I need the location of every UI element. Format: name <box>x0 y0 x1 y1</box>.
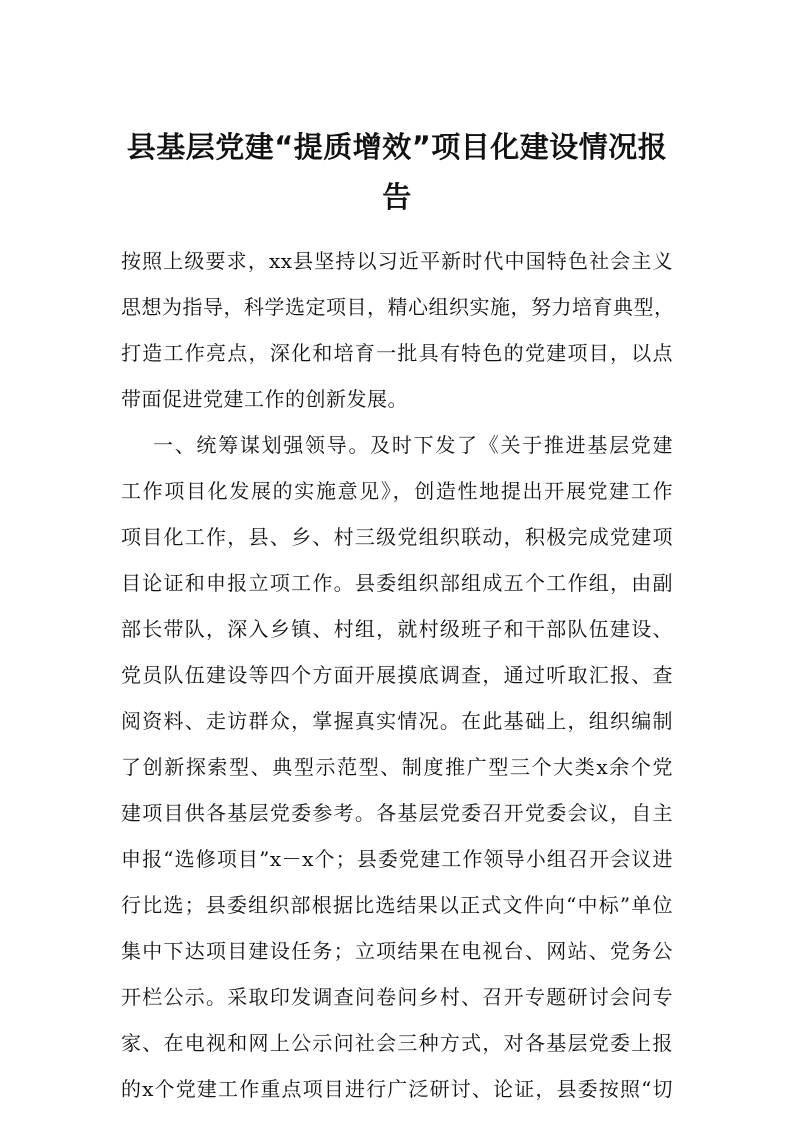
paragraph-line: 项目化工作，县、乡、村三级党组织联动，积极完成党建项 <box>121 525 673 549</box>
paragraph-line: 思想为指导，科学选定项目，精心组织实施，努力培育典型， <box>121 295 675 319</box>
paragraph-line: 开栏公示。采取印发调查问卷问乡村、召开专题研讨会问专 <box>121 985 673 1009</box>
paragraph-line: 家、在电视和网上公示问社会三种方式，对各基层党委上报 <box>121 1031 673 1055</box>
paragraph-line: 工作项目化发展的实施意见》，创造性地提出开展党建工作 <box>121 479 673 503</box>
document-title-line-2: 告 <box>382 180 412 214</box>
paragraph-line: 申报“选修项目”x－x个；县委党建工作领导小组召开会议进 <box>121 847 673 871</box>
paragraph-line: 带面促进党建工作的创新发展。 <box>121 387 408 411</box>
paragraph-line: 党员队伍建设等四个方面开展摸底调查，通过听取汇报、查 <box>121 663 673 687</box>
paragraph-line: 按照上级要求，xx县坚持以习近平新时代中国特色社会主义 <box>121 249 673 273</box>
paragraph-line: 的x个党建工作重点项目进行广泛研讨、论证，县委按照“切 <box>121 1077 673 1101</box>
paragraph-line: 行比选；县委组织部根据比选结果以正式文件向“中标”单位 <box>121 893 673 917</box>
paragraph-line: 建项目供各基层党委参考。各基层党委召开党委会议，自主 <box>121 801 673 825</box>
paragraph-line: 打造工作亮点，深化和培育一批具有特色的党建项目，以点 <box>121 341 673 365</box>
paragraph-line: 部长带队，深入乡镇、村组，就村级班子和干部队伍建设、 <box>121 617 673 641</box>
document-title-line-1: 县基层党建“提质增效”项目化建设情况报 <box>126 130 668 164</box>
paragraph-line: 阅资料、走访群众，掌握真实情况。在此基础上，组织编制 <box>121 709 673 733</box>
paragraph-line: 目论证和申报立项工作。县委组织部组成五个工作组，由副 <box>121 571 673 595</box>
paragraph-line: 了创新探索型、典型示范型、制度推广型三个大类x余个党 <box>121 755 673 779</box>
paragraph-line: 集中下达项目建设任务；立项结果在电视台、网站、党务公 <box>121 939 673 963</box>
paragraph-line: 一、统筹谋划强领导。及时下发了《关于推进基层党建 <box>153 433 673 457</box>
